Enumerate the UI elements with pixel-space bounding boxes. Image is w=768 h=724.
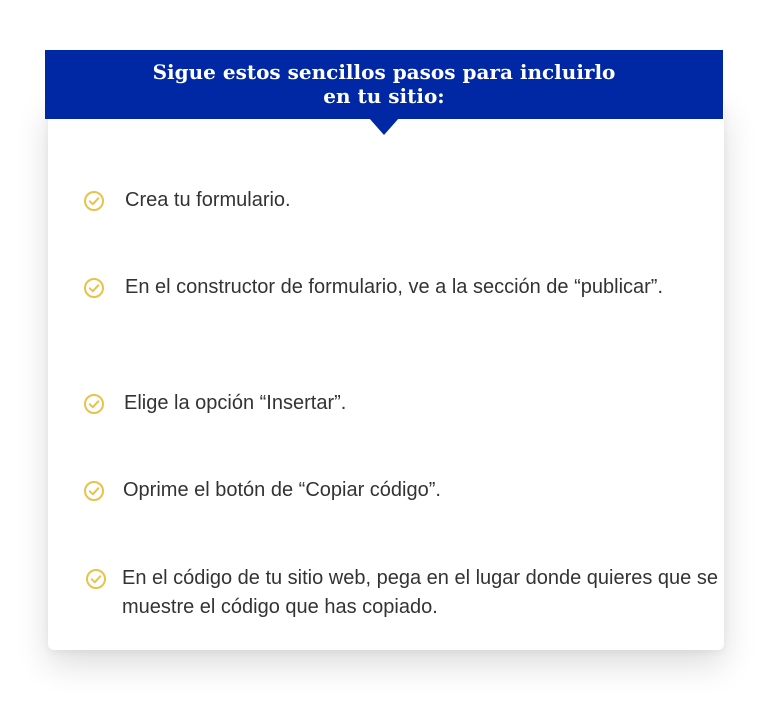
check-circle-icon (83, 480, 105, 502)
step-item-4 (83, 480, 713, 505)
step-item-2 (83, 277, 715, 302)
check-circle-icon (83, 277, 105, 299)
step-text-2: En el constructor de formulario, ve a la sección de “publicar”. (125, 276, 664, 298)
step-text-3: Elige la opción “Insertar”. (124, 392, 347, 414)
check-circle-icon (83, 393, 105, 415)
step-item-1 (83, 190, 715, 215)
banner-title-line-1: Sigue estos sencillos pasos para incluirlo (152, 60, 616, 84)
step-item-3 (83, 393, 714, 418)
banner-title-line-2: en tu sitio: (323, 84, 445, 108)
banner-pointer (369, 118, 399, 135)
step-text-5: En el código de tu sitio web, pega en el lugar donde quieres que se muestre el código que has copiado. (122, 567, 718, 618)
check-circle-icon (85, 568, 107, 590)
banner-title (134, 60, 634, 108)
step-text-4: Oprime el botón de “Copiar código”. (123, 479, 441, 501)
step-text-1: Crea tu formulario. (125, 189, 291, 211)
check-circle-icon (83, 190, 105, 212)
header-banner (45, 50, 723, 119)
step-item-5 (85, 568, 722, 622)
